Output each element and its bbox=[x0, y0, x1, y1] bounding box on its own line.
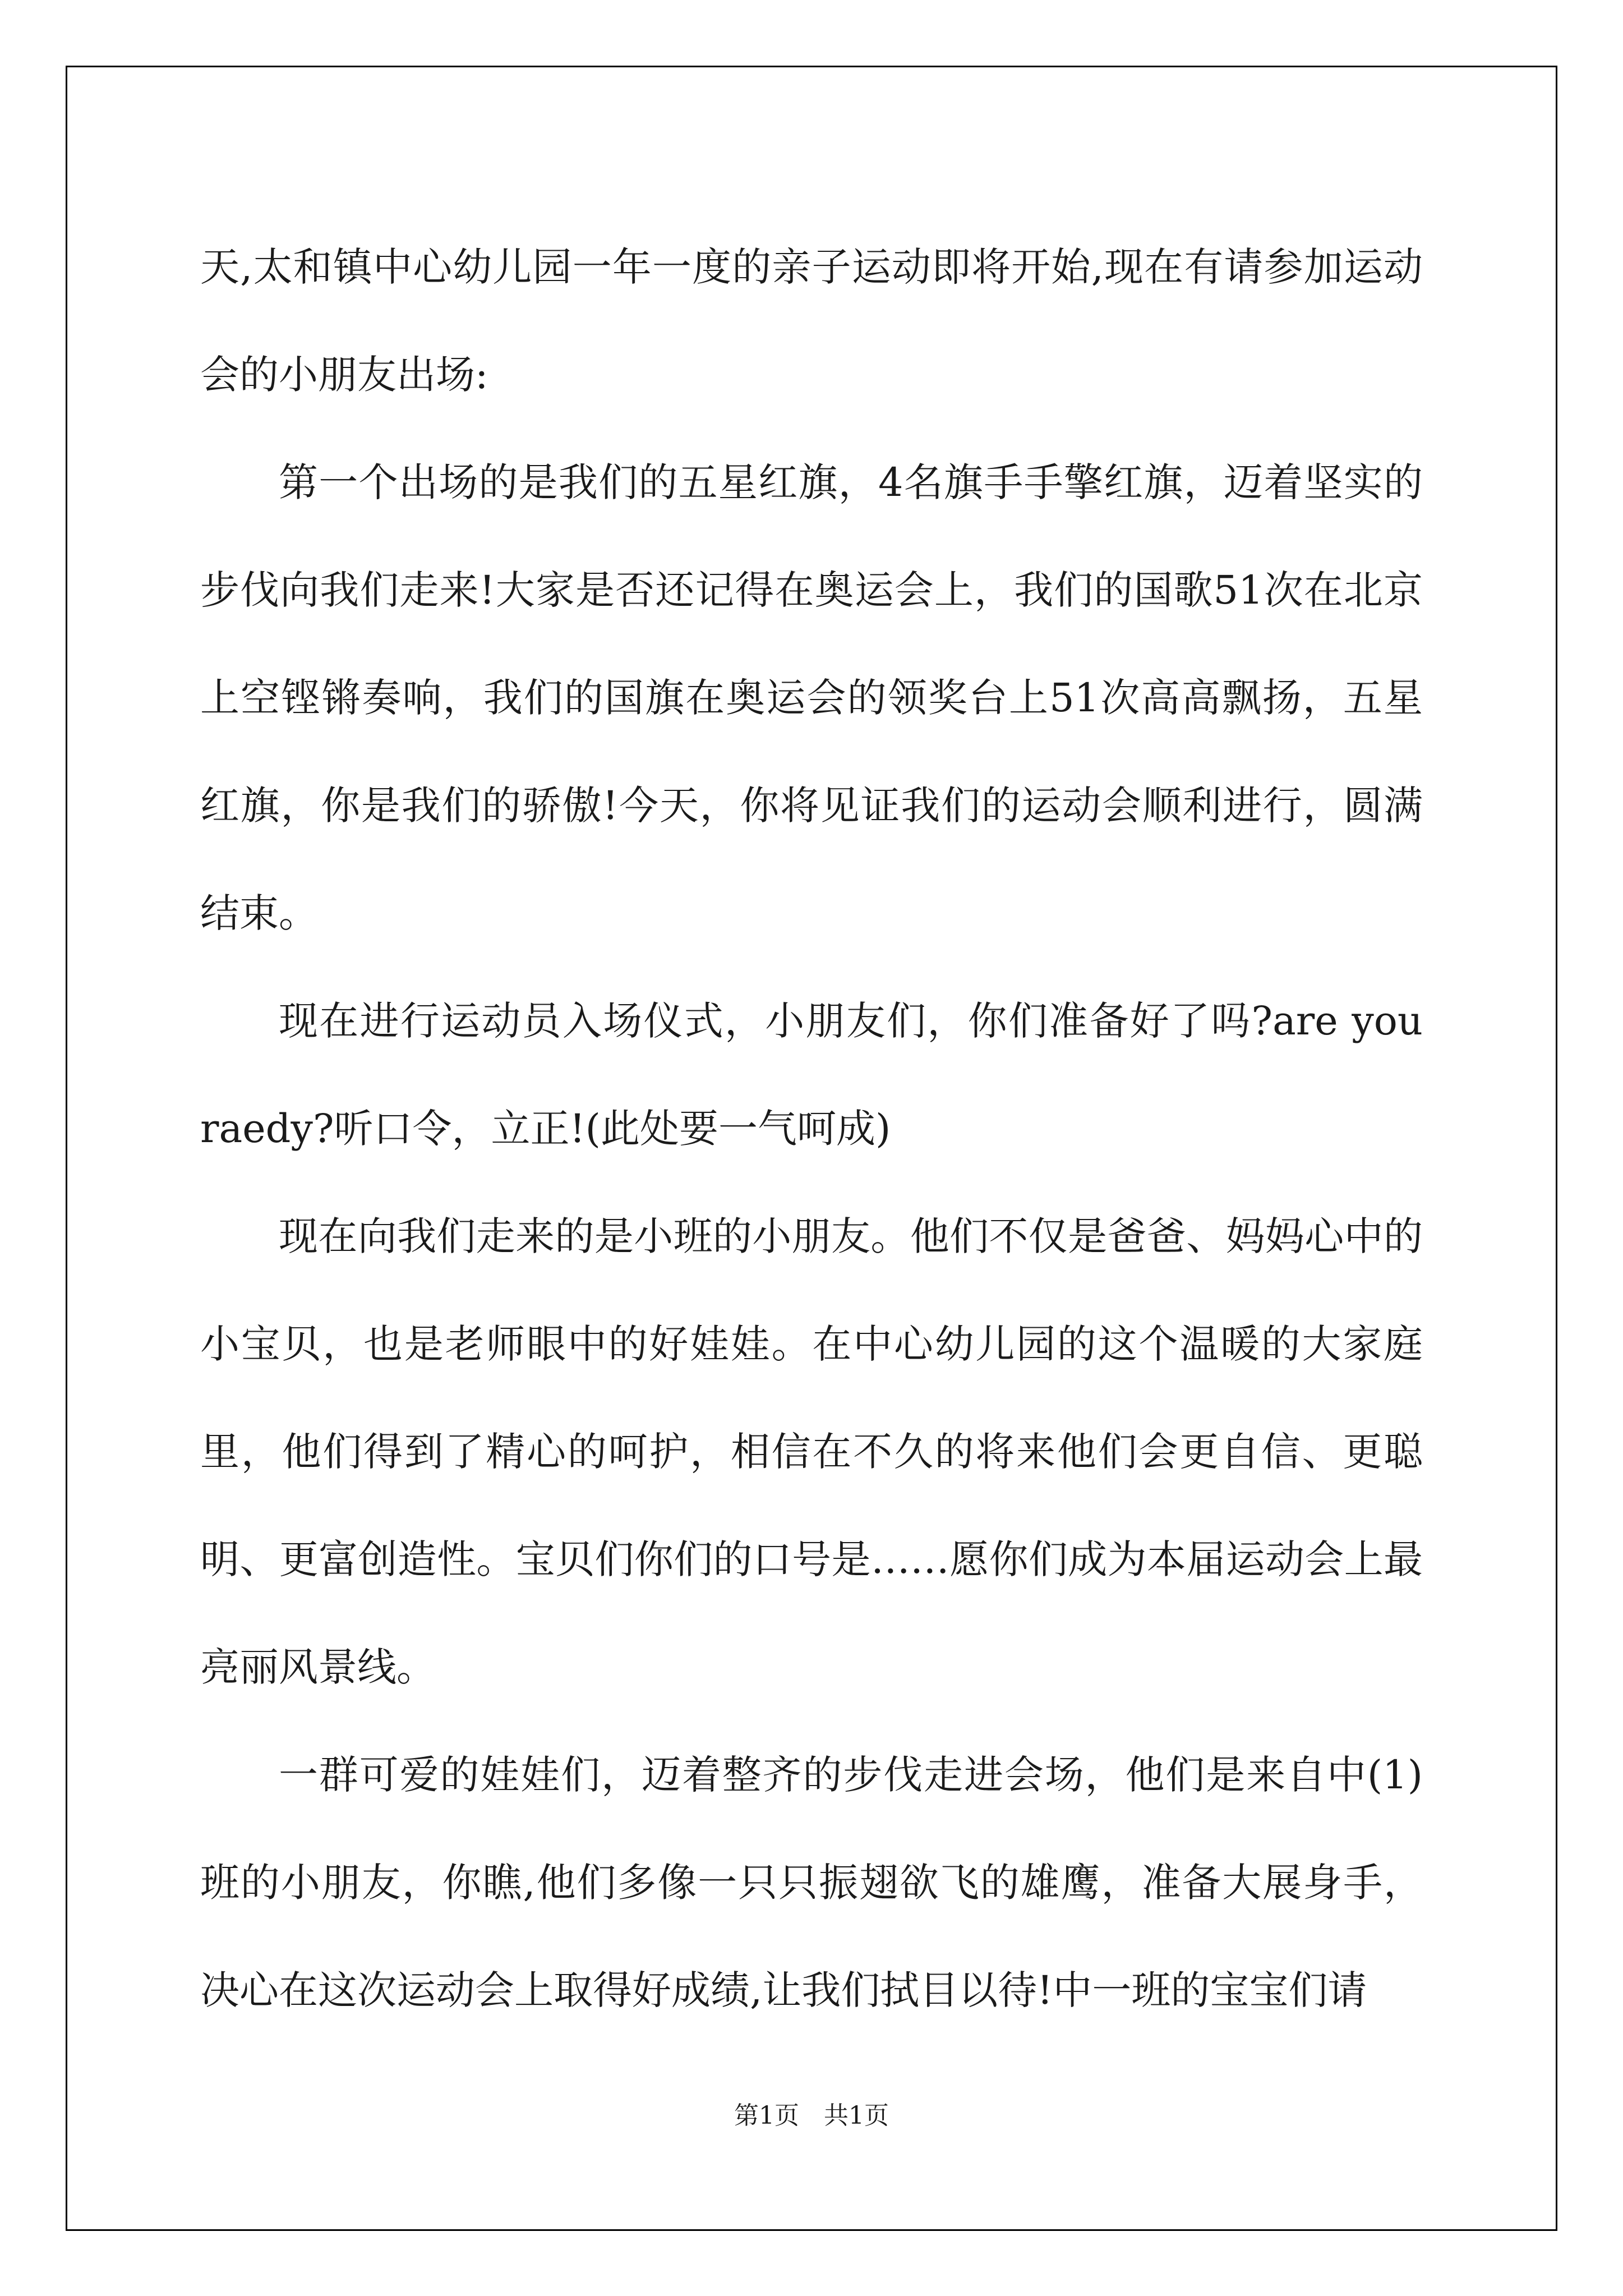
paragraph: 现在进行运动员入场仪式，小朋友们，你们准备好了吗?are you raedy?听口令，立正!(此处要一气呵成) bbox=[200, 998, 1423, 1152]
page-number: 第1页 bbox=[734, 2101, 799, 2130]
document-body bbox=[200, 213, 1423, 2044]
paragraph: 一群可爱的娃娃们，迈着整齐的步伐走进会场，他们是来自中(1)班的小朋友，你瞧,他们多像一只只振翅欲飞的雄鹰，准备大展身手，决心在这次运动会上取得好成绩,让我们拭目以待!中一班的宝宝们请 bbox=[200, 1752, 1423, 2013]
paragraph: 第一个出场的是我们的五星红旗，4名旗手手擎红旗，迈着坚实的步伐向我们走来!大家是否还记得在奥运会上，我们的国歌51次在北京上空铿锵奏响，我们的国旗在奥运会的领奖台上51次高高飘扬，五星红旗，你是我们的骄傲!今天，你将见证我们的运动会顺利进行，圆满结束。 bbox=[200, 459, 1423, 936]
paragraph: 天,太和镇中心幼儿园一年一度的亲子运动即将开始,现在有请参加运动会的小朋友出场: bbox=[200, 244, 1423, 398]
page-total: 共1页 bbox=[824, 2101, 889, 2130]
paragraph: 现在向我们走来的是小班的小朋友。他们不仅是爸爸、妈妈心中的小宝贝，也是老师眼中的好娃娃。在中心幼儿园的这个温暖的大家庭里，他们得到了精心的呵护，相信在不久的将来他们会更自信、更聪明、更富创造性。宝贝们你们的口号是……愿你们成为本届运动会上最亮丽风景线。 bbox=[200, 1213, 1423, 1690]
page-footer bbox=[0, 2095, 1623, 2131]
